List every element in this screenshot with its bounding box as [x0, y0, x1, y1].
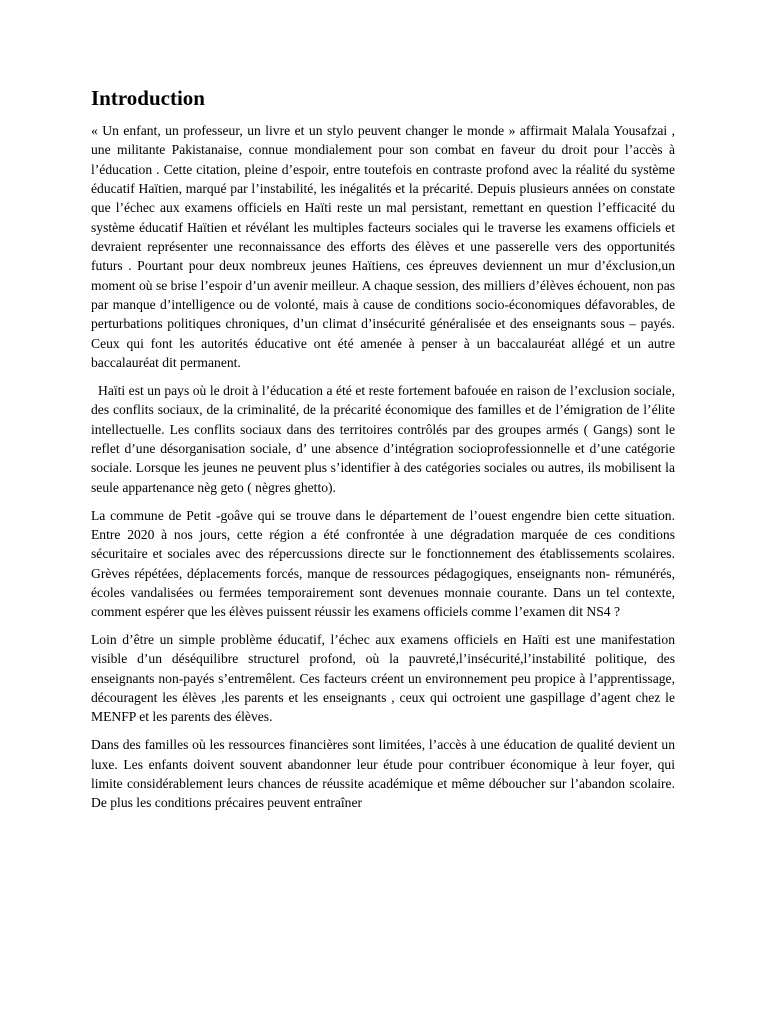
page-title: Introduction: [91, 86, 205, 110]
paragraph-structural-imbalance: Loin d’être un simple problème éducatif, l’échec aux examens officiels en Haïti est une manifestation visible d’un déséquilibre structurel profond, où la pauvreté,l’insécurité,l’instabilité politique, des enseignants non-payés s’entremêlent. Ces facteurs créent un environnement peu propice à l’apprentissage, découragent les élèves ,les parents et les enseignants , ceux qui octroient une gaspillage d’agent chez le MENFP et les parents des élèves.: [91, 632, 675, 725]
paragraph-family-resources: Dans des familles où les ressources financières sont limitées, l’accès à une éducation de qualité devient un luxe. Les enfants doivent souvent abandonner leur étude pour contribuer économique à leur foyer, qui limite considérablement leurs chances de réussite académique et même déboucher sur l’abandon scolaire. De plus les conditions précaires peuvent entraîner: [91, 737, 675, 811]
paragraph-petit-goave: La commune de Petit -goâve qui se trouve dans le département de l’ouest engendre bien cette situation. Entre 2020 à nos jours, cette région a été confrontée à une dégradation marquée de ces conditions sécuritaire et sociales avec des répercussions directe sur le fonctionnement des établissements scolaires. Grèves répétées, déplacements forcés, manque de ressources pédagogiques, enseignants non- rémunérés, écoles vandalisées ou fermées temporairement sont devenues monnaie courante. Dans un tel contexte, comment espérer que les élèves puissent réussir les examens officiels comme l’examen dit NS4 ?: [91, 507, 675, 620]
paragraph-haiti-education-right: Haïti est un pays où le droit à l’éducation a été et reste fortement bafouée en raison de l’exclusion sociale, des conflits sociaux, de la criminalité, de la précarité économique des familles et de l’émigration de l’élite intellectuelle. Les conflits sociaux dans des territoires contrôlés par des groupes armés ( Gangs) sont le reflet d’une désorganisation sociale, d’ une absence d’intégration socioprofessionnelle et d’une catégorie sociale. Lorsque les jeunes ne peuvent plus s’identifier à des catégories sociales ou autres, ils mobilisent la seule appartenance nèg geto ( nègres ghetto).: [91, 382, 675, 495]
paragraph-malala-quote: « Un enfant, un professeur, un livre et un stylo peuvent changer le monde » affirmait Malala Yousafzai , une militante Pakistanaise, connue mondialement pour son combat en faveur du droit pour l’accès à l’éducation . Cette citation, pleine d’espoir, entre toutefois en contraste profond avec la réalité du système éducatif Haïtien, marqué par l’instabilité, les inégalités et la précarité. Depuis plusieurs années on constate que l’échec aux examens officiels en Haïti reste un mal persistant, remettant en question l’efficacité du système éducatif Haïtien et révélant les multiples facteurs sociales qui le traverse les examens officiels et devraient représenter une reconnaissance des efforts des élèves et une passerelle vers des opportunités futurs . Pourtant pour deux nombreux jeunes Haïtiens, ces épreuves deviennent un mur d’éxclusion,un moment où se brise l’espoir d’un avenir meilleur. A chaque session, des milliers d’élèves échouent, non pas par manque d’intelligence ou de volonté, mais à cause de conditions socio-économiques défavorables, de perturbations politiques chroniques, d’un climat d’insécurité généralisée et des enseignants sous – payés. Ceux qui font les autorités éducative ont été amenée à penser à un baccalauréat allégé et un autre baccalauréat dit permanent.: [91, 123, 676, 371]
document-page: [91, 84, 675, 821]
